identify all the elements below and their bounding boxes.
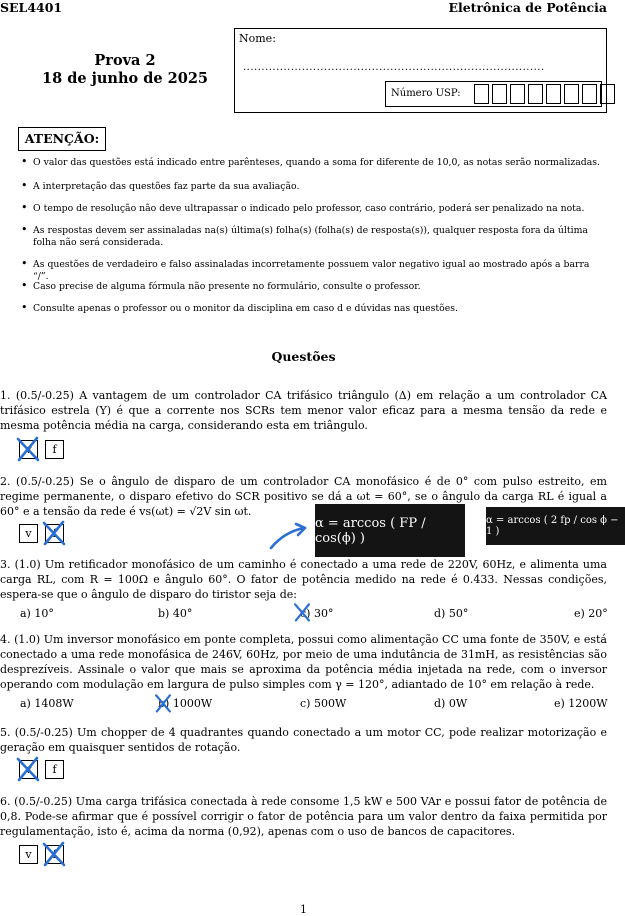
usp-number-box — [385, 81, 602, 107]
q4-option-a[interactable]: a) 1408W — [20, 697, 74, 710]
q5-true-checkbox[interactable]: v — [19, 760, 38, 779]
q3-option-e[interactable]: e) 20° — [574, 607, 608, 620]
q2-true-checkbox[interactable]: v — [19, 524, 38, 543]
attention-item: • As questões de verdadeiro e falso assinaladas incorretamente possuem valor negativo igual ao mostrado após a barra “/”. — [33, 259, 608, 283]
name-label: Nome: — [239, 32, 276, 45]
formula-image-1: α = arccos ( FP / cos(ϕ) ) — [315, 504, 465, 557]
usp-digit-box[interactable] — [492, 84, 507, 104]
usp-digit-box[interactable] — [546, 84, 561, 104]
section-title: Questões — [271, 349, 336, 364]
q4-option-e[interactable]: e) 1200W — [554, 697, 608, 710]
usp-digit-box[interactable] — [528, 84, 543, 104]
usp-digit-box[interactable] — [582, 84, 597, 104]
q4-option-b[interactable]: b) 1000W — [158, 697, 213, 710]
q4-handwritten-cross-icon — [153, 692, 173, 714]
student-info-box — [234, 28, 607, 113]
attention-item: • O tempo de resolução não deve ultrapassar o indicado pelo professor, caso contrário, poderá ser penalizado na nota. — [33, 203, 608, 215]
q5-handwritten-cross-icon — [15, 756, 41, 782]
q3-option-a[interactable]: a) 10° — [20, 607, 54, 620]
q1-handwritten-cross-icon — [15, 436, 41, 462]
attention-item: • Consulte apenas o professor ou o monitor da disciplina em caso d e dúvidas nas questões. — [33, 303, 608, 315]
q6-handwritten-cross-icon — [41, 841, 67, 867]
question-3-text: 3. (1.0) Um retificador monofásico de um caminho é conectado a uma rede de 220V, 60Hz, e alimenta uma carga RL, com R = 100Ω e ângulo 60°. O fator de potência medido na rede é 0.433. Nessas condições, espera-se que o ângulo de disparo do tiristor seja de: — [0, 558, 607, 601]
attention-item: • Caso precise de alguma fórmula não presente no formulário, consulte o professor. — [33, 281, 608, 293]
usp-digit-box[interactable] — [564, 84, 579, 104]
question-4-text: 4. (1.0) Um inversor monofásico em ponte completa, possui como alimentação CC uma fonte de 350V, e está conectado a uma rede monofásica de 246V, 60Hz, por meio de uma indutância de 31mH, as resistências são desprezíveis. Assinale o valor que mais se aproxima da potência média injetada na rede, com o inversor operando com modulação em largura de pulso simples com γ = 120°, adiantado de 10° em relação à rede. — [0, 633, 607, 691]
q5-false-checkbox[interactable]: f — [45, 760, 64, 779]
q6-true-checkbox[interactable]: v — [19, 845, 38, 864]
q3-option-b[interactable]: b) 40° — [158, 607, 193, 620]
q6-false-checkbox[interactable]: f — [45, 845, 64, 864]
q4-option-d[interactable]: d) 0W — [434, 697, 468, 710]
name-field[interactable]: .................................................................................. — [243, 62, 545, 73]
exam-date: 18 de junho de 2025 — [42, 70, 208, 87]
usp-label: Número USP: — [391, 88, 461, 99]
usp-digit-box[interactable] — [510, 84, 525, 104]
q3-option-d[interactable]: d) 50° — [434, 607, 469, 620]
exam-title-block — [40, 52, 210, 88]
q3-option-c[interactable]: c) 30° — [300, 607, 334, 620]
usp-digit-boxes — [474, 84, 615, 104]
question-6-text: 6. (0.5/-0.25) Uma carga trifásica conectada à rede consome 1,5 kW e 500 VAr e possui fator de potência de 0,8. Pode-se afirmar que é possível corrigir o fator de potência para um valor dentro da faixa permitida por regulamentação, isto é, acima da norma (0,92), apenas com o uso de bancos de capacitores. — [0, 795, 607, 838]
usp-digit-box[interactable] — [474, 84, 489, 104]
question-2-text: 2. (0.5/-0.25) Se o ângulo de disparo de um controlador CA monofásico é de 0° com pulso estreito, em regime permanente, o disparo efetivo do SCR positivo se dá a ωt = 60°, se o ângulo da carga RL é igual a 60° e a tensão da rede é vs(ωt) = √2V sin ωt. — [0, 475, 607, 518]
q1-false-checkbox[interactable]: f — [45, 440, 64, 459]
course-code: SEL4401 — [0, 0, 63, 15]
q3-handwritten-cross-icon — [292, 601, 312, 623]
attention-item: • As respostas devem ser assinaladas na(s) última(s) folha(s) (folha(s) de resposta(s)), qualquer resposta fora da última folha não será considerada. — [33, 225, 608, 249]
attention-item: • O valor das questões está indicado entre parênteses, quando a soma for diferente de 10,0, as notas serão normalizadas. — [33, 157, 608, 169]
q1-true-checkbox[interactable]: v — [19, 440, 38, 459]
attention-title: ATENÇÃO: — [18, 127, 106, 151]
page-number: 1 — [300, 903, 307, 916]
question-1-text: 1. (0.5/-0.25) A vantagem de um controlador CA trifásico triângulo (Δ) em relação a um controlador CA trifásico estrela (Y) é que a corrente nos SCRs tem menor valor eficaz para a mesma tensão da rede e mesma potência média na carga, considerando esta em triângulo. — [0, 389, 607, 432]
q2-false-checkbox[interactable]: f — [45, 524, 64, 543]
handwritten-arrow-icon — [268, 520, 310, 552]
attention-item: • A interpretação das questões faz parte da sua avaliação. — [33, 181, 608, 193]
q4-option-c[interactable]: c) 500W — [300, 697, 347, 710]
q2-handwritten-cross-icon — [41, 520, 67, 546]
subject-name: Eletrônica de Potência — [448, 0, 607, 15]
usp-digit-box[interactable] — [600, 84, 615, 104]
exam-title: Prova 2 — [94, 52, 156, 69]
question-5-text: 5. (0.5/-0.25) Um chopper de 4 quadrantes quando conectado a um motor CC, pode realizar motorização e geração em quaisquer sentidos de rotação. — [0, 726, 607, 754]
formula-image-2: α = arccos ( 2 fp / cos ϕ − 1 ) — [486, 507, 625, 545]
